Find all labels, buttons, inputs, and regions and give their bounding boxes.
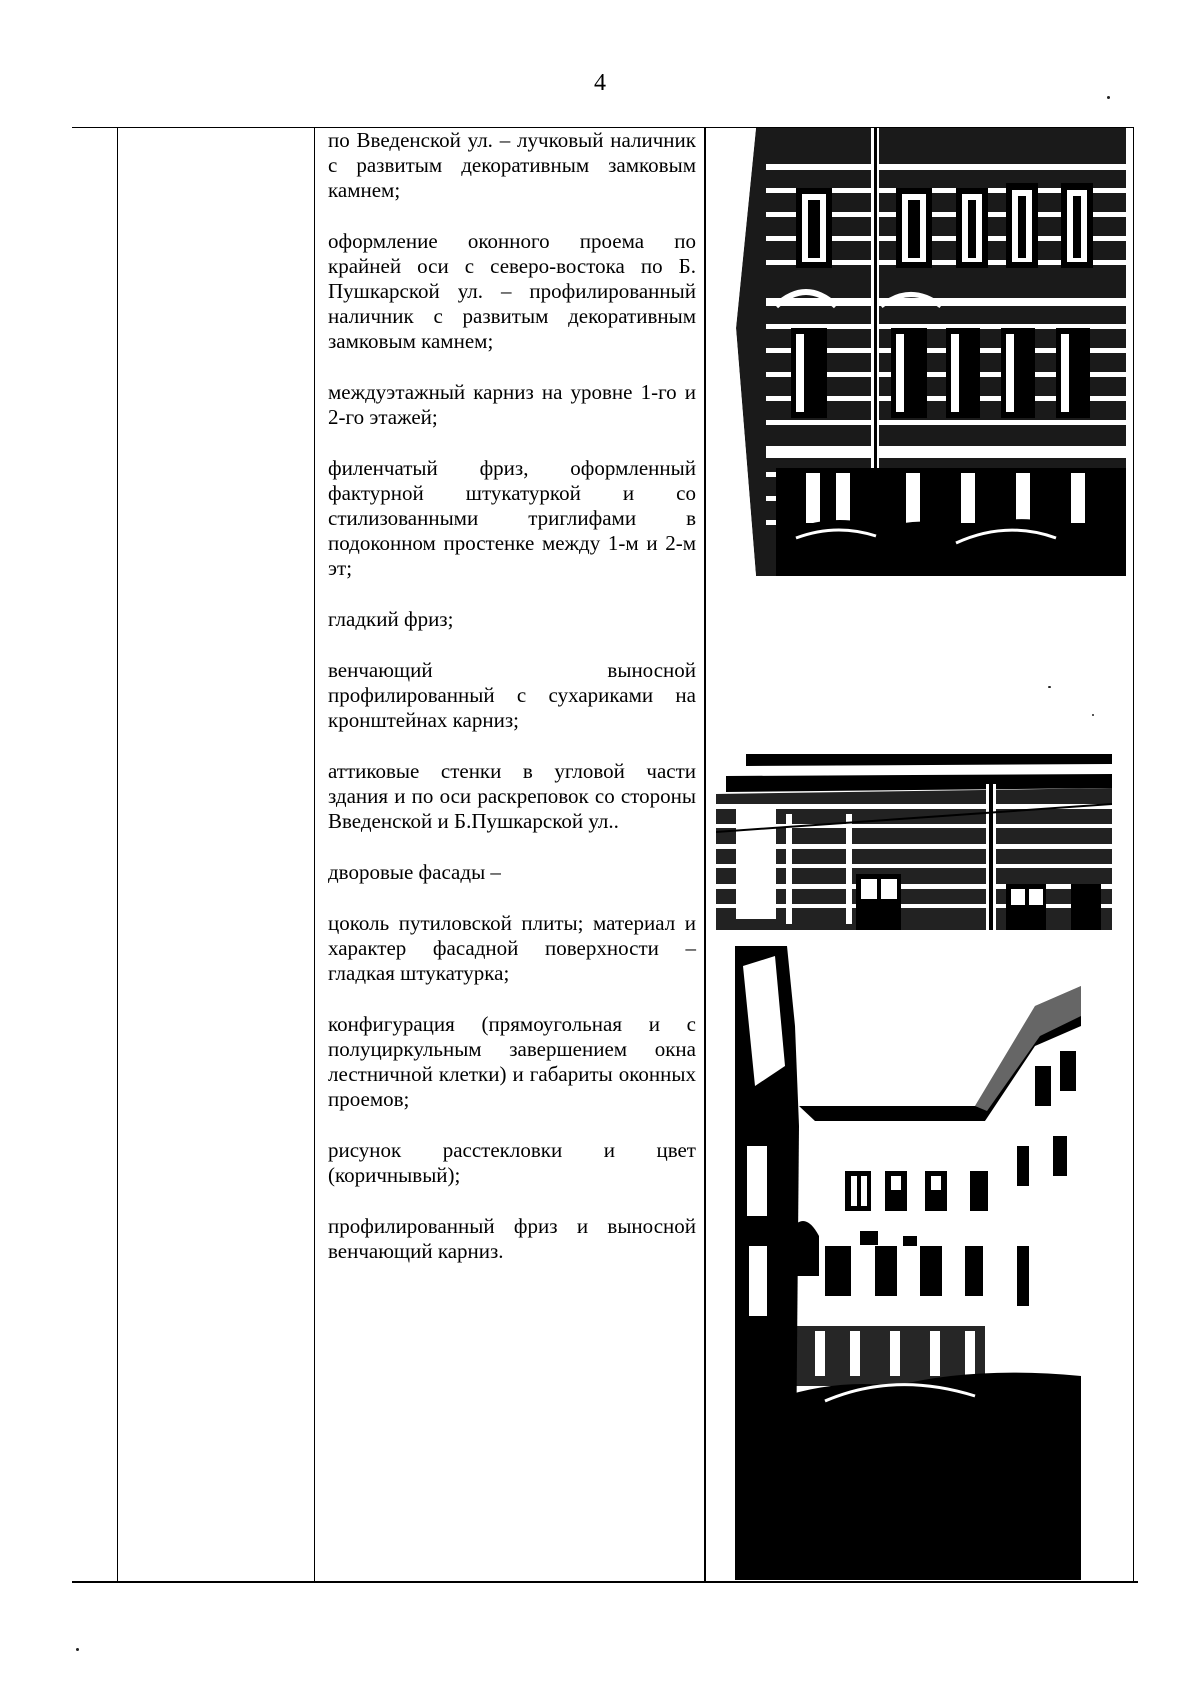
cornice-corner-image bbox=[716, 744, 1112, 930]
column-divider-3 bbox=[704, 128, 706, 1581]
facade-front-image bbox=[716, 128, 1126, 576]
facade-front-photo bbox=[716, 128, 1126, 576]
paragraph-crowning-cornice: венчающий выносной профилированный с сухариками на кронштейнах карниз; bbox=[328, 658, 696, 732]
paragraph-frieze-cornice: профилированный фриз и выносной венчающий карниз. bbox=[328, 1214, 696, 1263]
column-divider-1 bbox=[117, 128, 118, 1581]
table-right-border bbox=[1133, 128, 1134, 1581]
paragraph-smooth-frieze: гладкий фриз; bbox=[328, 607, 454, 631]
table-bottom-border bbox=[72, 1581, 1138, 1583]
paragraph-interfloor-cornice: междуэтажный карниз на уровне 1-го и 2-го этажей; bbox=[328, 380, 696, 429]
scan-speck bbox=[1048, 686, 1051, 688]
scan-speck bbox=[76, 1648, 79, 1651]
description-column bbox=[328, 128, 696, 1290]
courtyard-photo bbox=[735, 946, 1081, 1580]
scan-speck bbox=[1107, 96, 1110, 99]
courtyard-image bbox=[735, 946, 1081, 1580]
cornice-corner-photo bbox=[716, 744, 1112, 930]
paragraph-window-vvedenskaya: по Введенской ул. – лучковый наличник с развитым декоративным замковым камнем; bbox=[328, 128, 696, 202]
paragraph-attic-walls: аттиковые стенки в угловой части здания и по оси раскреповок со стороны Введенской и Б.Пушкарской ул.. bbox=[328, 759, 696, 833]
page-number: 4 bbox=[594, 70, 606, 96]
paragraph-courtyard-facades: дворовые фасады – bbox=[328, 860, 501, 884]
column-divider-2 bbox=[314, 128, 315, 1581]
paragraph-panel-frieze: филенчатый фриз, оформленный фактурной штукатуркой и со стилизованными триглифами в подоконном простенке между 1-м и 2-м эт; bbox=[328, 456, 696, 580]
paragraph-window-pushkarskaya: оформление оконного проема по крайней оси с северо-востока по Б. Пушкарской ул. – профилированный наличник с развитым декоративным замковым камнем; bbox=[328, 229, 696, 353]
paragraph-glazing-pattern: рисунок расстекловки и цвет (коричнывый); bbox=[328, 1138, 696, 1187]
paragraph-window-configuration: конфигурация (прямоугольная и с полуциркульным завершением окна лестничной клетки) и габариты оконных проемов; bbox=[328, 1012, 696, 1111]
paragraph-plinth: цоколь путиловской плиты; материал и характер фасадной поверхности – гладкая штукатурка; bbox=[328, 911, 696, 985]
scan-speck bbox=[1092, 714, 1094, 716]
